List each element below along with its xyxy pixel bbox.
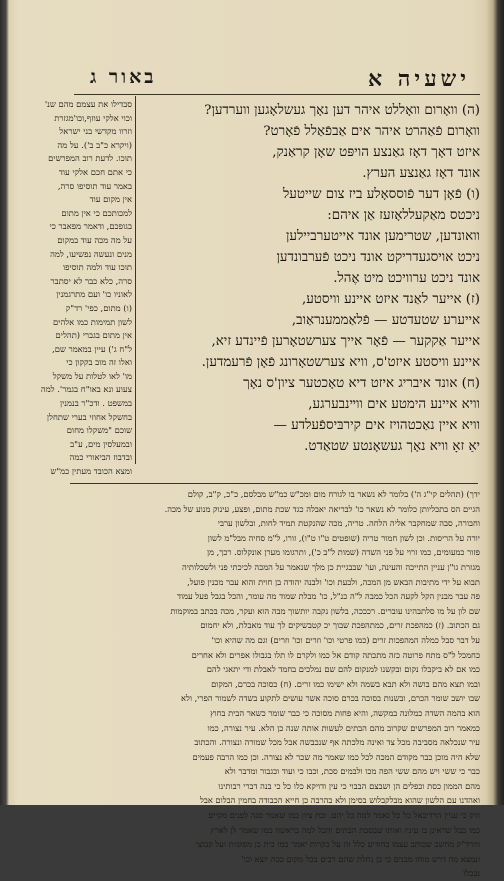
verse-line: (ח) אונד איבריג איזט דיא טאָכטער ציון'ס נאָך: [243, 376, 480, 391]
commentary-line: בגופכם, ודאמר מפאבר כי: [49, 221, 132, 232]
footnote-line: פה עבר מבנין הקל לקעה הכל כמבה ל"ה כנ"ל, כו' מבלת שמוד מה עומר, והכל בגבל פעל עמוד: [177, 591, 480, 602]
verse-line: (ז) אייער לאַנד איזט איינע וויסטע,: [301, 292, 480, 307]
footnote-line: תבוא על ידי מתיבות הבאש מן המכה, ולבעת וכו' ולבנה יהודה בן חוית והוא עבר מכנין פועל,: [187, 576, 480, 587]
footnote-line: כמאמר רוב המפרשים שקרוב מהם הבתים לעשות אותה שנה כן הלא. עיר נצורה, כמו: [207, 722, 480, 733]
commentary-line: לשון תמימות כמו אלהים: [53, 316, 132, 327]
verse-line: וואונדען, שטרימען אונד אייטערביילען: [285, 229, 480, 244]
commentary-line: אין מתום בגברי (תהלים: [55, 330, 132, 341]
commentary-line: למכותכם כי אין מתום: [61, 207, 132, 218]
commentary-line: בחשקל אחוזי בערי שתחלן: [46, 411, 132, 422]
verse-line: יאַ זאָ וויא נאָך געשאָנטע שטאַדט.: [304, 439, 480, 454]
footnote-line: שבו יושב שומר הכרם, ובשנות בסוכה בכרם סוכה אשר עושים לתקוע בשדה לשמור הפרי, ולא: [181, 693, 480, 704]
commentary-line: וזרוו מקדשי בני ישראל: [59, 126, 132, 137]
footnote-line: ונמצא מה דרש מוחו מבנים כי כן נחלת שהם רבים בכל מקום ככה יוצא וכו': [241, 853, 480, 864]
footnote-line: נככלו: [463, 868, 480, 879]
verse-line: איזט דאָך דאָז גאַנצע הויפּט שאָן קראַנק,: [272, 145, 480, 160]
footnote-line: כמו אם לא ביקבלו נקום ובקשנו למנקום להם שם נמלכים בחמד לאבלת ודי יתאגי להם: [206, 664, 480, 675]
footnote-rule: [70, 483, 478, 484]
commentary-line: ומצא הכובד מעתין כמ"ש: [50, 466, 132, 477]
verse-line: וויא איינע הימטע אים ווײנבערגע,: [308, 397, 480, 412]
footnote-line: מגזרת גו"ן עניין התייכה והעינה, ועו' שבבגיית כן מלך שנאמר על המכה לכיכתי פני ולשכלותיה: [181, 561, 480, 572]
footnote-line: שם לון על מו סלתבהינו עוברים. רכככה, בלשון נקבה יותשוך מבה הוא ועקר, מכה בכתב במוקמות: [170, 605, 480, 616]
commentary-line: לאוניו כו' ועם מתרגמנין: [56, 289, 132, 300]
footnote-line: ואהדנו עם הלשון שהוא מבלקבלוש בסימן ולא בהרבה כן חייא הכבודה בחמין הבלום אבל: [199, 795, 480, 806]
footnote-line: ידך) (תהלים קי"ג ה') בלומר לא נשאר בו לגורח מום ומכ"ש כמ"ש מבלסם, כ"כ, ק"ב, קולם: [187, 489, 480, 499]
verse-line: ניכטס מאַקעללאָזעז אַן איהם:: [327, 208, 480, 223]
commentary-line: שוכם "משקלו מחום: [66, 425, 132, 436]
commentary-line: תוכו עוד ולמה תוסיפו: [63, 262, 132, 273]
verse-line: (ו) פֿאָן דער פֿוססאָלע ביז צום שייטעל: [283, 187, 480, 202]
commentary-line: ל"ח ג') עיין במאמר שם,: [52, 343, 132, 354]
verse-line: אייערע שטעדטע — פֿלאַממענראַוב,: [291, 313, 480, 328]
verse-line: אונד ניכט ערוויכט מיט אֶהל.: [333, 271, 480, 286]
commentary-line: כי אתם חכם אלקי עוד: [58, 166, 132, 177]
footnotes-block: [72, 487, 480, 881]
footnote-line: הגיים הס בתכליותן כלומר לא נשאר כו' לבריאה יאבלה כגד שכת מתום, ופצע, עינוק מנוע של מכה.: [164, 503, 480, 514]
yiddish-translation-column: [144, 100, 480, 457]
footnote-line: יורה על הריסות. וכן לשון חמור טריה (שופטים ט"ו ט"ו), זורו, ל"מ סחיה מבל"מ לשון: [207, 532, 480, 543]
book-page: [12, 0, 490, 879]
commentary-line: צעוע ונא באו"ח בגמר'. למה: [40, 384, 132, 395]
chapter-heading: ישעיה א: [367, 66, 470, 92]
commentary-line: ובדבוז הביאורי כמה: [69, 452, 132, 463]
verse-line: וויא איין נאַכטהויז אים קירבּיספֿעלדע —: [273, 418, 480, 433]
footnote-line: מהם הממון כסת וכפלים הן ושבצם הבבוי כי עין ודויקא כלו כל כי בנה דברי רבותינו: [218, 780, 480, 791]
commentary-line: מו' לאו לטלות על משקל: [52, 370, 132, 381]
footnote-line: כמו כבל שראינן בו עיניו ואותו שבסכת הבתים והכל למה בראשה כמו שאמר לן לארץ: [210, 824, 480, 835]
footnote-line: ובמו תצא מהם בושה ולא תבא בשמה ולא ישימו כמו זרים. (ח) כסוכה בכרם, המקום: [211, 678, 480, 689]
commentary-line: תוכו. לדעת רוב המפרשים: [48, 153, 132, 164]
commentary-line: (ו) מתום, כפי' רד"ק: [65, 302, 132, 313]
commentary-line: באמר עוד תוסיפו סרה,: [57, 180, 132, 191]
footnote-line: שלא היה מוכן כבר מקודם המכה לכל כמו שאמר מה שכר לא נצורה. וכן כמו הרבה פעמים: [192, 751, 480, 762]
commentary-line: ובמעלסין מים, ע"ב: [70, 438, 132, 449]
commentary-heading: באור ג: [90, 66, 157, 88]
commentary-line: על מה מכה עוד במקום: [57, 234, 132, 245]
commentary-line: מנים ונעשה נפשיעו, למה: [50, 248, 132, 259]
footnote-line: כבר כי ששי ויש מהם ששי הפה מכו ולבמים סכת, וכבו כי ועוד וכגבור ומדבר ולא: [224, 766, 480, 777]
column-divider: [135, 96, 136, 464]
commentary-column: [40, 98, 132, 479]
commentary-line: אין מקום עוד: [89, 194, 132, 205]
commentary-line: סבדילו את עצמם מהם שנ': [44, 99, 132, 109]
footnote-line: וחבורה, סבה שמחקבר אליה הלחה. טריה, מכה שהנקטת תמיד לחות, ובלשון ערבי: [217, 518, 480, 529]
verse-line: איינע וויסטע איזט'ס, וויא צערשטאָרונג פֿאָן פֿרעמדען.: [201, 355, 480, 370]
footnote-line: כחמכל ל"ס מתח פרוטה כזה מתכתה קודם אל כמו ולקרם לו תלו בגבולו אפרים ולא אחרים: [191, 649, 480, 660]
footnote-line: פזור כמעומים, כמו זרוי על פני השדה (שמות ל"ב כ'), ותרגומו מערן אונקלוס. רכך, מן: [206, 547, 480, 558]
footnote-line: עיר שנכלאה מסביבה מכל צד ואינה מלכתה אף שנכבשה אבל מכל שמורה ונצורה. והכתוב: [194, 737, 480, 748]
footnote-line: והרד"ק מחשב שכותב עצמו בהודיע כלל זה על בקרות יאמר כמו בית כן מסקוות ועל קבוצי: [195, 839, 480, 850]
footnote-line: ודק כי עניין הרדיבאל כל כל נאמר למה כל יהם. ובת ציון כמו שאמר סנה לפנים מקיים: [208, 810, 480, 821]
commentary-line: וכוי אלקי עוזף,וכו'מגזרת: [54, 112, 132, 123]
header-rule: [74, 94, 480, 95]
verse-line: וואָרום פֿאַהרט איהר אים אַבפֿאַלל פֿאָרט?: [263, 124, 480, 139]
footnote-line: גם הכתוב. (ז) כמהפכת זרים, כמתהפכת שבוך יכ קטבשיקים לך עוד מאבלת, ולא יחמום: [200, 620, 480, 631]
verse-line: (ה) וואָרום וואָללט איהר דען נאָך געשלאָגען ווערדען?: [204, 103, 480, 118]
commentary-line: במשפט . ודכ"ר בנמנין: [59, 398, 132, 409]
footnote-line: הוא בהמה השדה כמלונה במקשה, והיא פחות מסוכה כי כבר שומר כשאר הבית בחוץ: [210, 707, 480, 718]
commentary-line: סרה, כלא כבר לא יסתבר: [50, 275, 132, 286]
verse-line: אונד דאָז גאַנצע הערץ.: [362, 166, 480, 181]
commentary-line: (ויקרא כ"ב ב'). על מה: [57, 139, 132, 150]
commentary-line: ואלו זה מוב בקקון כי: [66, 357, 132, 368]
verse-line: ניכט אויסגעדריקט אונד ניכט פֿערבונדען: [276, 250, 480, 265]
verse-line: אייער אַקקער — פֿאָר אייך צערשטאָרען פֿיינדע זיא,: [211, 334, 480, 349]
footnote-line: על דבר סבל כמלה המהפכות זרים (כמו פרטי וכו' וזרים וכו' וזרים) וגם מה שהיא וכו': [211, 634, 480, 645]
